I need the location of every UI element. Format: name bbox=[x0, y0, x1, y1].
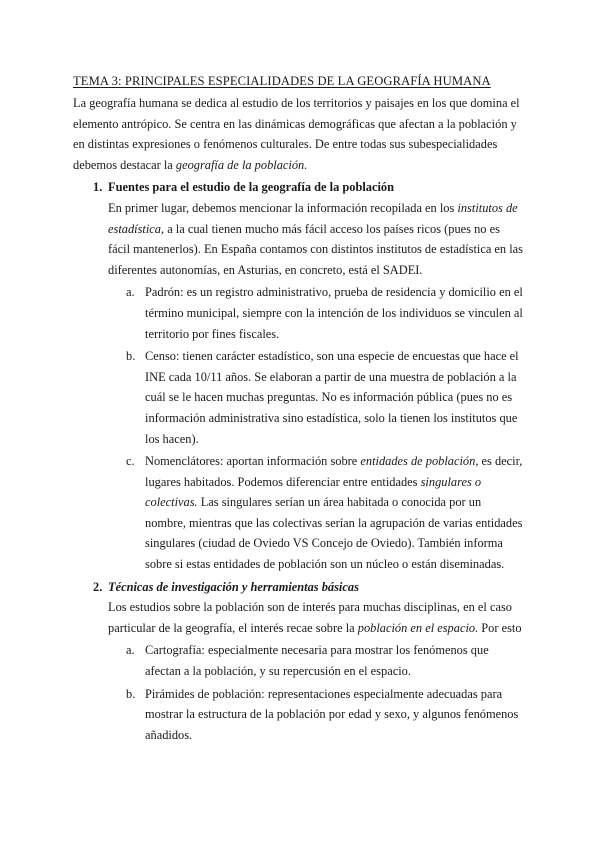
section-1-paragraph bbox=[73, 198, 523, 280]
list-item-text: Cartografía: especialmente necesaria para mostrar los fenómenos que afectan a la población, y su repercusión en el espacio. bbox=[145, 643, 489, 679]
list-item-censo bbox=[73, 346, 523, 449]
intro-emphasis: geografía de la población. bbox=[175, 157, 308, 172]
list-item-text: Pirámides de población: representaciones especialmente adecuadas para mostrar la estructura de la población por edad y sexo, y algunos fenómenos añadidos. bbox=[145, 686, 519, 742]
nomenclatores-emphasis-1: entidades de población bbox=[360, 454, 476, 469]
document-title: TEMA 3: PRINCIPALES ESPECIALIDADES DE LA GEOGRAFÍA HUMANA bbox=[73, 74, 491, 88]
section-1-title: Fuentes para el estudio de la geografía de la población bbox=[108, 180, 395, 195]
list-letter: a. bbox=[126, 643, 135, 658]
list-item-cartografia bbox=[73, 640, 523, 681]
nomenclatores-text-3: Las singulares serían un área habitada o conocida por un nombre, mientras que las colectivas serían la agrupación de varias entidades singulares (ciudad de Oviedo VS Concejo de Oviedo). También informa sobre si estas entidades de población son un núcleo o están diseminadas. bbox=[145, 495, 523, 572]
section-1-heading bbox=[73, 177, 523, 198]
list-letter: b. bbox=[126, 686, 136, 701]
section-1-number: 1. bbox=[93, 180, 103, 195]
section-2-paragraph bbox=[73, 597, 523, 638]
nomenclatores-emphasis-2: singulares o colectivas. bbox=[145, 474, 482, 510]
intro-text: La geografía humana se dedica al estudio de los territorios y paisajes en los que domina el elemento antrópico. Se centra en las dinámicas demográficas que afectan a la población y en distintas expresiones o fenómenos culturales. De entre todas sus subespecialidades debemos destacar la bbox=[73, 96, 520, 172]
section-2-text-b: Por esto bbox=[478, 620, 522, 635]
section-2-emphasis: población en el espacio. bbox=[357, 620, 479, 635]
list-letter: c. bbox=[126, 454, 135, 469]
list-item-nomenclatores bbox=[73, 451, 523, 575]
section-1-text-b: a la cual tienen mucho más fácil acceso los países ricos (pues no es fácil mantenerlos). En España contamos con distintos institutos de estadística en las diferentes autonomías, en Asturias, en concreto, está el SADEI. bbox=[108, 221, 523, 277]
intro-paragraph bbox=[73, 93, 523, 175]
section-1-emphasis: institutos de estadística, bbox=[108, 200, 518, 236]
list-letter: a. bbox=[126, 285, 135, 300]
nomenclatores-text-1: Nomenclátores: aportan información sobre bbox=[145, 454, 361, 469]
list-item-text: Padrón: es un registro administrativo, prueba de residencia y domicilio en el término municipal, siempre con la intención de los individuos se vinculen al territorio por fines fiscales. bbox=[145, 285, 523, 341]
list-item-padron bbox=[73, 282, 523, 344]
section-2-number: 2. bbox=[93, 579, 103, 594]
section-2-heading bbox=[73, 577, 523, 598]
section-2-text-a: Los estudios sobre la población son de interés para muchas disciplinas, en el caso particular de la geografía, el interés recae sobre la bbox=[108, 600, 512, 635]
nomenclatores-text-2: , es decir, lugares habitados. Podemos diferenciar entre entidades bbox=[145, 454, 523, 489]
list-letter: b. bbox=[126, 349, 136, 364]
document-content bbox=[73, 71, 523, 745]
list-item-text bbox=[145, 454, 522, 571]
section-1-text-a: En primer lugar, debemos mencionar la información recopilada en los bbox=[108, 200, 458, 215]
list-item-text: Censo: tienen carácter estadístico, son una especie de encuestas que hace el INE cada 10/11 años. Se elaboran a partir de una muestra de población a la cuál se le hacen muchas preguntas. No es información pública (pues no es información administrativa sino estadística, solo la tienen los institutos que los hacen). bbox=[145, 349, 519, 446]
list-item-piramides bbox=[73, 684, 523, 746]
section-2-title: Técnicas de investigación y herramientas básicas bbox=[108, 579, 359, 594]
